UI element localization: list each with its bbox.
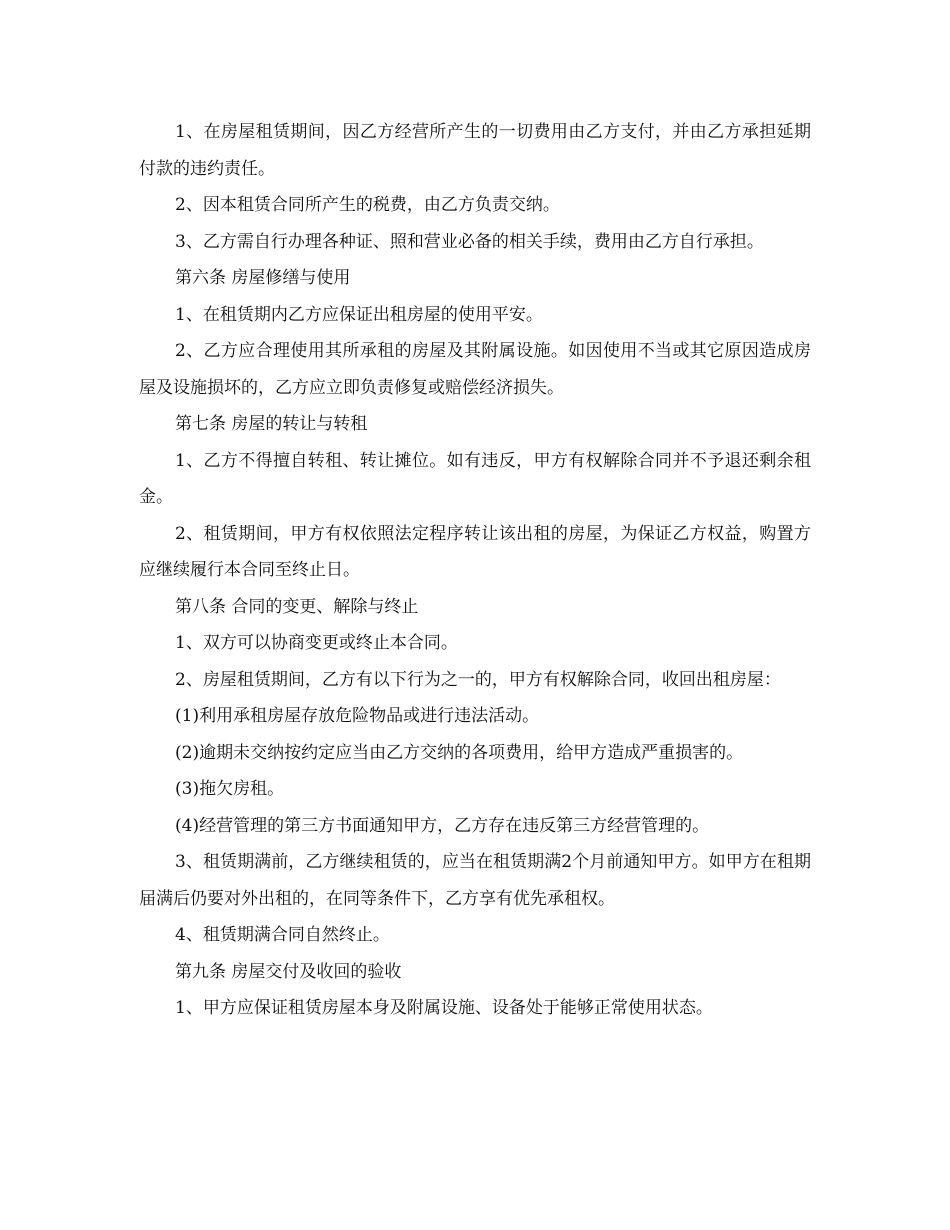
- clause-6-item-1: 1、在租赁期内乙方应保证出租房屋的使用平安。: [175, 304, 543, 325]
- clause-6-item-2: 2、乙方应合理使用其所承租的房屋及其附属设施。如因使用不当或其它原因造成房屋及设施损坏的，乙方应立即负责修复或赔偿经济损失。: [139, 341, 811, 398]
- clause-9-heading: 第九条 房屋交付及收回的验收: [175, 961, 402, 982]
- clause-8-item-1: 1、双方可以协商变更或终止本合同。: [175, 633, 458, 653]
- clause-8-heading: 第八条 合同的变更、解除与终止: [175, 596, 419, 617]
- clause-7-item-1: 1、乙方不得擅自转租、转让摊位。如有违反，甲方有权解除合同并不予退还剩余租金。: [139, 450, 811, 507]
- clause-8-subitem-4: (4)经营管理的第三方书面通知甲方，乙方存在违反第三方经营管理的。: [175, 815, 710, 836]
- clause-7-item-2: 2、租赁期间，甲方有权依照法定程序转让该出租的房屋，为保证乙方权益，购置方应继续履行本合同至终止日。: [139, 523, 811, 580]
- clause-8-subitem-2: (2)逾期未交纳按约定应当由乙方交纳的各项费用，给甲方造成严重损害的。: [175, 742, 744, 763]
- clause-5-item-3: 3、乙方需自行办理各种证、照和营业必备的相关手续，费用由乙方自行承担。: [175, 231, 764, 252]
- clause-5-item-1: 1、在房屋租赁期间，因乙方经营所产生的一切费用由乙方支付，并由乙方承担延期付款的违约责任。: [139, 122, 811, 179]
- clause-6-heading: 第六条 房屋修缮与使用: [175, 268, 351, 288]
- clause-8-subitem-3: (3)拖欠房租。: [175, 779, 285, 799]
- clause-8-subitem-1: (1)利用承租房屋存放危险物品或进行违法活动。: [175, 706, 540, 726]
- clause-9-item-1: 1、甲方应保证租赁房屋本身及附属设施、设备处于能够正常使用状态。: [175, 998, 713, 1018]
- clause-8-item-2: 2、房屋租赁期间，乙方有以下行为之一的，甲方有权解除合同，收回出租房屋：: [175, 669, 781, 690]
- document-body: [139, 114, 811, 1027]
- clause-8-item-4: 4、租赁期满合同自然终止。: [175, 925, 390, 945]
- clause-5-item-2: 2、因本租赁合同所产生的税费，由乙方负责交纳。: [175, 195, 560, 215]
- clause-7-heading: 第七条 房屋的转让与转租: [175, 414, 368, 434]
- clause-8-item-3: 3、租赁期满前，乙方继续租赁的，应当在租赁期满2个月前通知甲方。如甲方在租期届满后仍要对外出租的，在同等条件下，乙方享有优先承租权。: [139, 852, 811, 909]
